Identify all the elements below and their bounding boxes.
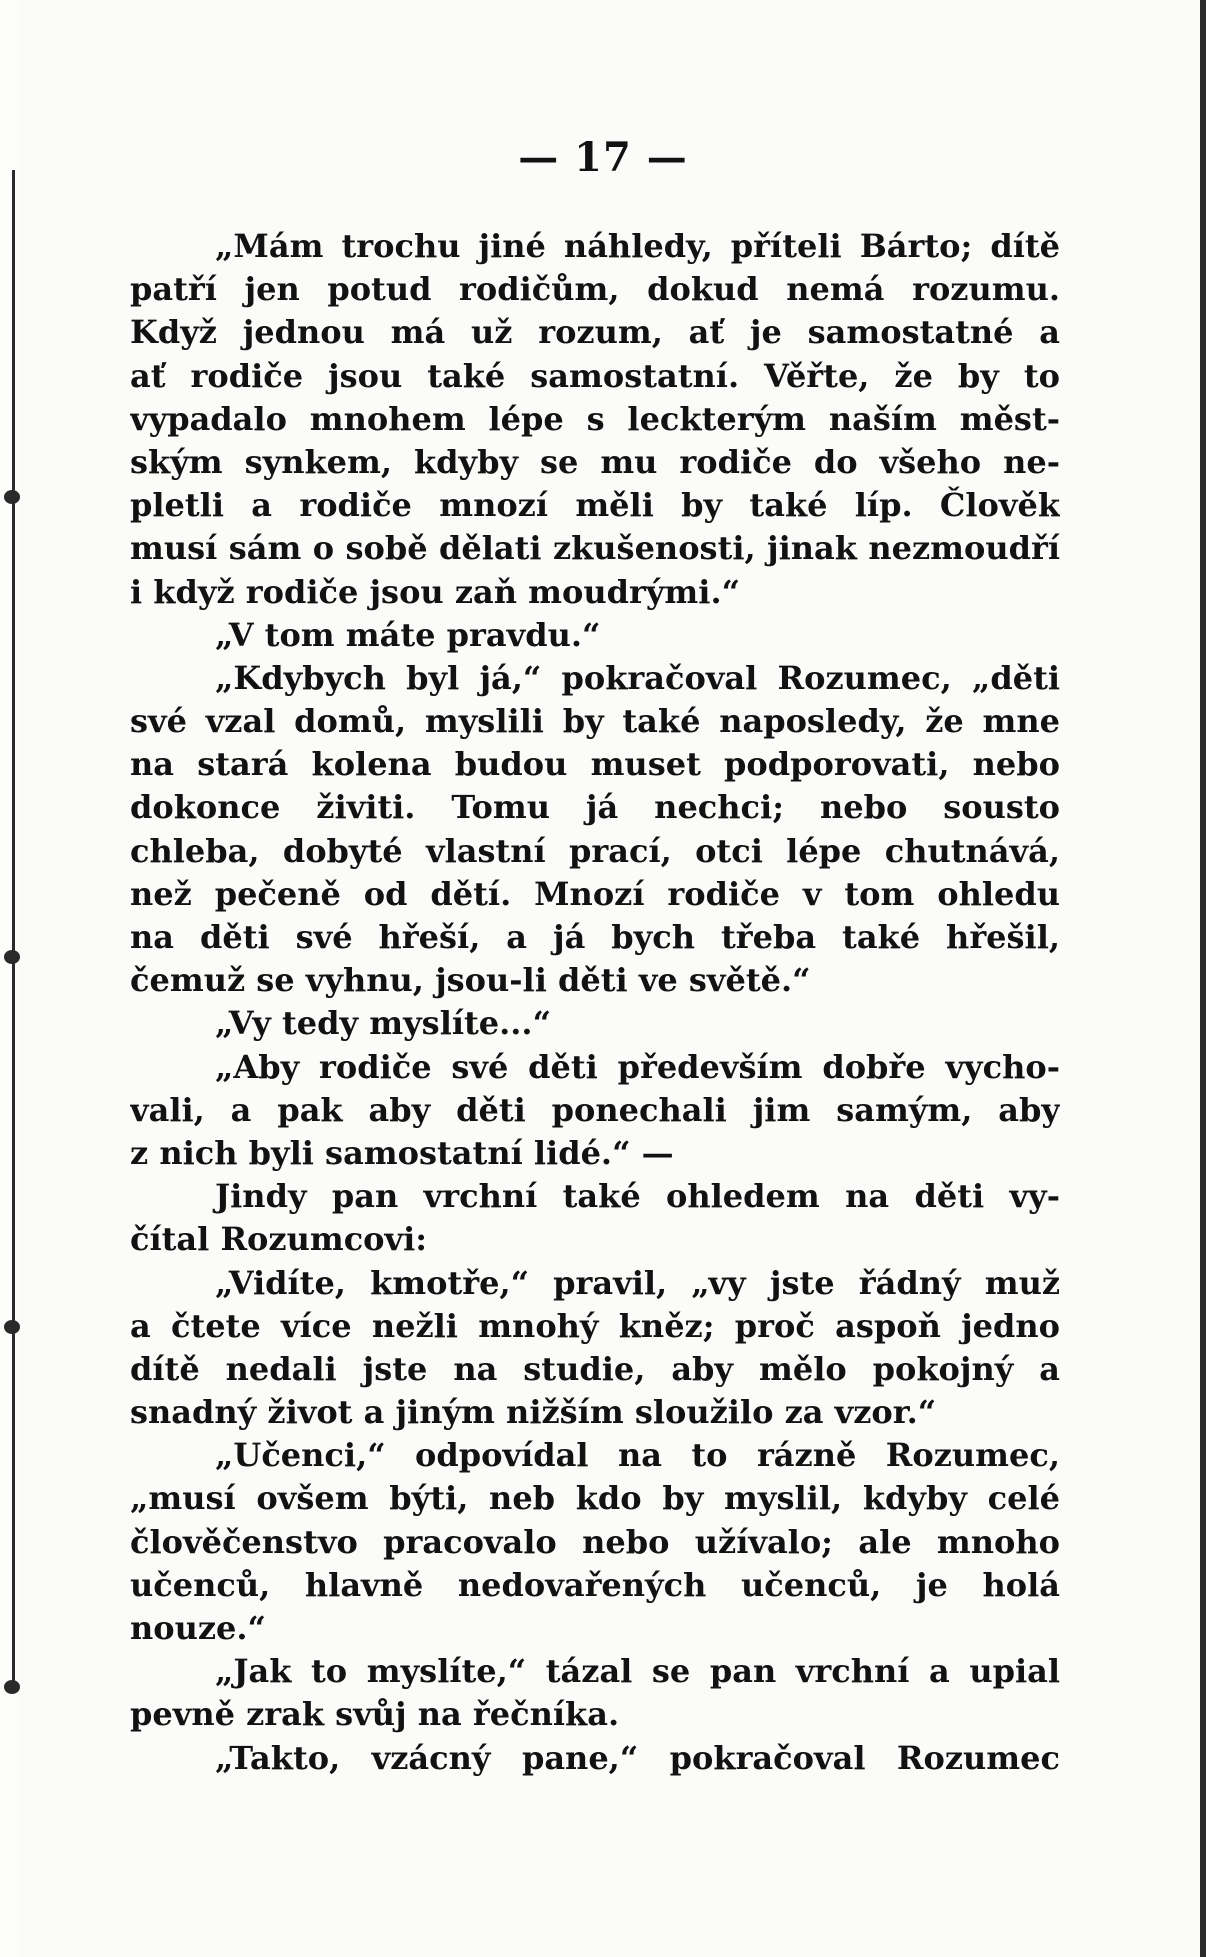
text-line: dokonce živiti. Tomu já nechci; nebo sousto xyxy=(130,788,1060,827)
text-line: „Kdybych byl já,“ pokračoval Rozumec, „děti xyxy=(215,658,1060,697)
page-binding-edge xyxy=(0,0,18,1957)
text-line: své vzal domů, myslili by také naposledy, že mne xyxy=(130,702,1060,741)
text-line: „Aby rodiče své děti především dobře vycho- xyxy=(215,1047,1060,1086)
text-line: „Jak to myslíte,“ tázal se pan vrchní a upial xyxy=(215,1652,1060,1691)
text-line: „Vy tedy myslíte...“ xyxy=(215,1004,551,1043)
text-line: vypadalo mnohem lépe s leckterým naším měst- xyxy=(130,399,1060,438)
binding-mark xyxy=(4,950,20,964)
text-line: Jindy pan vrchní také ohledem na děti vy- xyxy=(215,1177,1060,1216)
text-line: snadný život a jiným nižším sloužilo za vzor.“ xyxy=(130,1393,937,1432)
text-line: a čtete více nežli mnohý kněz; proč aspoň jedno xyxy=(130,1306,1060,1345)
text-line: člověčenstvo pracovalo nebo užívalo; ale mnoho xyxy=(130,1522,1060,1561)
text-line: čemuž se vyhnu, jsou-li děti ve světě.“ xyxy=(130,961,811,1000)
text-line: na stará kolena budou muset podporovati, nebo xyxy=(130,745,1060,784)
page-number: — 17 — xyxy=(518,134,688,181)
text-line: „Mám trochu jiné náhledy, příteli Bárto; dítě xyxy=(215,227,1060,265)
text-line: dítě nedali jste na studie, aby mělo pokojný a xyxy=(130,1349,1060,1388)
text-line: čítal Rozumcovi: xyxy=(130,1220,428,1259)
binding-line xyxy=(12,170,15,1690)
text-line: než pečeně od dětí. Mnozí rodiče v tom ohledu xyxy=(130,874,1060,913)
page-right-edge xyxy=(1200,0,1206,1957)
text-line: „musí ovšem býti, neb kdo by myslil, kdyby celé xyxy=(130,1479,1060,1518)
text-line: „V tom máte pravdu.“ xyxy=(215,615,601,654)
text-line: učenců, hlavně nedovařených učenců, je holá xyxy=(130,1565,1060,1604)
text-line: ským synkem, kdyby se mu rodiče do všeho ne- xyxy=(130,442,1060,481)
text-line: na děti své hřeší, a já bych třeba také hřešil, xyxy=(130,918,1060,956)
text-line: vali, a pak aby děti ponechali jim samým, aby xyxy=(130,1090,1060,1129)
binding-mark xyxy=(4,1680,20,1694)
text-line: ať rodiče jsou také samostatní. Věřte, že by to xyxy=(130,356,1060,395)
binding-mark xyxy=(4,490,20,504)
text-line: musí sám o sobě dělati zkušenosti, jinak nezmoudří xyxy=(130,529,1060,568)
text-line: „Takto, vzácný pane,“ pokračoval Rozumec xyxy=(215,1738,1060,1777)
text-line: pevně zrak svůj na řečníka. xyxy=(130,1695,620,1734)
text-line: pletli a rodiče mnozí měli by také líp. Člověk xyxy=(130,486,1060,525)
text-line: i když rodiče jsou zaň moudrými.“ xyxy=(130,572,740,611)
body-text xyxy=(130,225,1060,1780)
text-line: nouze.“ xyxy=(130,1609,266,1647)
binding-mark xyxy=(4,1320,20,1334)
text-line: z nich byli samostatní lidé.“ — xyxy=(130,1133,674,1172)
text-line: „Učenci,“ odpovídal na to rázně Rozumec, xyxy=(215,1436,1060,1475)
text-line: patří jen potud rodičům, dokud nemá rozumu. xyxy=(130,270,1060,309)
text-line: chleba, dobyté vlastní prací, otci lépe chutnává, xyxy=(130,831,1060,870)
text-line: „Vidíte, kmotře,“ pravil, „vy jste řádný muž xyxy=(215,1263,1060,1302)
text-line: Když jednou má už rozum, ať je samostatné a xyxy=(130,313,1060,352)
